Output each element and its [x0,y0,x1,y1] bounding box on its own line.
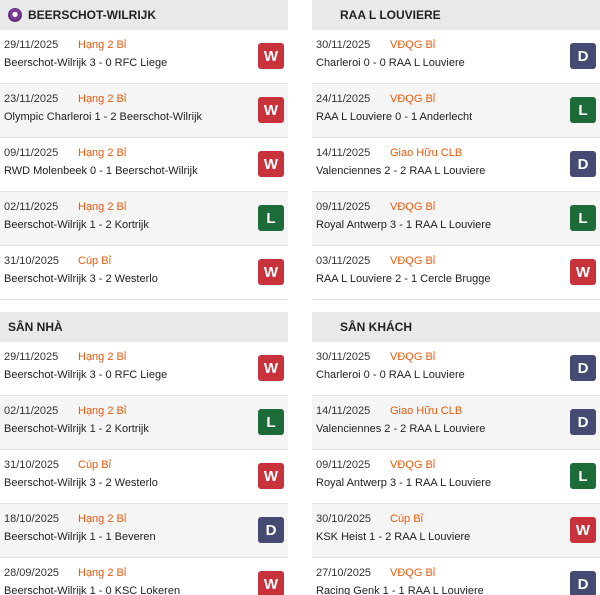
result-badge: W [570,517,596,543]
match-date: 09/11/2025 [316,459,371,471]
match-row[interactable] [0,138,288,192]
match-score: KSK Heist 1 - 2 RAA L Louviere [316,531,471,543]
home-venue-header [0,312,288,342]
match-score: Beerschot-Wilrijk 1 - 2 Kortrijk [4,219,149,231]
match-competition: Giao Hữu CLB [390,405,463,417]
away-venue-title: SÂN KHÁCH [340,320,412,334]
result-badge: W [258,151,284,177]
match-competition: Cúp Bỉ [78,459,112,471]
away-venue-header [312,312,600,342]
result-badge: W [258,463,284,489]
result-badge: L [570,463,596,489]
result-badge: L [570,205,596,231]
match-score: Olympic Charleroi 1 - 2 Beerschot-Wilrijk [4,111,203,123]
match-score: Beerschot-Wilrijk 3 - 0 RFC Liege [4,369,168,381]
match-score: RAA L Louviere 2 - 1 Cercle Brugge [316,273,491,285]
match-competition: VĐQG Bỉ [390,201,436,213]
match-row[interactable] [0,246,288,300]
match-date: 03/11/2025 [316,255,371,267]
match-row[interactable] [312,504,600,558]
match-date: 02/11/2025 [4,405,59,417]
match-row[interactable] [312,450,600,504]
match-competition: Hạng 2 Bỉ [78,93,127,105]
section-gap [0,300,288,312]
match-date: 29/11/2025 [4,351,59,363]
section-gap [312,300,600,312]
result-badge: L [258,409,284,435]
match-row[interactable] [312,192,600,246]
match-row[interactable] [0,396,288,450]
match-row[interactable] [312,30,600,84]
match-score: Charleroi 0 - 0 RAA L Louviere [316,57,465,69]
match-score: Beerschot-Wilrijk 1 - 1 Beveren [4,531,156,543]
match-competition: VĐQG Bỉ [390,255,436,267]
match-row[interactable] [0,504,288,558]
match-date: 23/11/2025 [4,93,59,105]
match-competition: Cúp Bỉ [390,513,424,525]
match-competition: VĐQG Bỉ [390,351,436,363]
match-competition: Hạng 2 Bỉ [78,567,127,579]
match-date: 14/11/2025 [316,147,371,159]
match-score: Beerschot-Wilrijk 3 - 2 Westerlo [4,273,158,285]
match-date: 31/10/2025 [4,255,60,267]
match-score: RWD Molenbeek 0 - 1 Beerschot-Wilrijk [4,165,198,177]
result-badge: D [570,571,596,595]
match-competition: VĐQG Bỉ [390,39,436,51]
match-date: 30/11/2025 [316,39,371,51]
away-team-header [312,0,600,30]
home-recent-list [0,30,288,312]
match-score: RAA L Louviere 0 - 1 Anderlecht [316,111,473,123]
home-team-name: BEERSCHOT-WILRIJK [28,8,157,22]
match-row[interactable] [0,450,288,504]
match-date: 18/10/2025 [4,513,60,525]
match-score: Royal Antwerp 3 - 1 RAA L Louviere [316,219,492,231]
match-competition: Hạng 2 Bỉ [78,147,127,159]
match-date: 29/11/2025 [4,39,59,51]
match-competition: VĐQG Bỉ [390,459,436,471]
match-date: 28/09/2025 [4,567,60,579]
match-competition: Hạng 2 Bỉ [78,201,127,213]
home-venue-list [0,342,288,595]
result-badge: D [570,355,596,381]
match-row[interactable] [312,558,600,595]
match-score: Valenciennes 2 - 2 RAA L Louviere [316,423,486,435]
result-badge: D [570,151,596,177]
match-score: Charleroi 0 - 0 RAA L Louviere [316,369,465,381]
match-date: 30/11/2025 [316,351,371,363]
match-score: Beerschot-Wilrijk 1 - 0 KSC Lokeren [4,585,181,595]
result-badge: W [258,259,284,285]
match-row[interactable] [0,30,288,84]
match-competition: Cúp Bỉ [78,255,112,267]
match-row[interactable] [0,84,288,138]
match-competition: VĐQG Bỉ [390,567,436,579]
match-score: Royal Antwerp 3 - 1 RAA L Louviere [316,477,492,489]
match-competition: Hạng 2 Bỉ [78,513,127,525]
result-badge: W [258,571,284,595]
match-competition: Giao Hữu CLB [390,147,463,159]
result-badge: W [570,259,596,285]
team-logo-icon [8,8,22,22]
match-date: 30/10/2025 [316,513,372,525]
result-badge: D [258,517,284,543]
match-row[interactable] [312,246,600,300]
result-badge: D [570,43,596,69]
away-recent-list [312,30,600,312]
home-team-column [0,0,288,595]
match-row[interactable] [312,342,600,396]
result-badge: W [258,43,284,69]
match-date: 14/11/2025 [316,405,371,417]
match-row[interactable] [0,558,288,595]
match-row[interactable] [0,192,288,246]
match-date: 09/11/2025 [4,147,59,159]
match-row[interactable] [0,342,288,396]
match-date: 09/11/2025 [316,201,371,213]
match-competition: Hạng 2 Bỉ [78,39,127,51]
home-venue-title: SÂN NHÀ [8,320,63,334]
away-team-column [312,0,600,595]
away-venue-list [312,342,600,595]
match-score: Valenciennes 2 - 2 RAA L Louviere [316,165,486,177]
match-date: 31/10/2025 [4,459,60,471]
match-date: 02/11/2025 [4,201,59,213]
result-badge: L [258,205,284,231]
match-row[interactable] [312,138,600,192]
match-score: Beerschot-Wilrijk 3 - 0 RFC Liege [4,57,168,69]
match-score: Beerschot-Wilrijk 1 - 2 Kortrijk [4,423,149,435]
home-team-header [0,0,288,30]
match-score: Beerschot-Wilrijk 3 - 2 Westerlo [4,477,158,489]
result-badge: L [570,97,596,123]
match-date: 27/10/2025 [316,567,372,579]
result-badge: D [570,409,596,435]
result-badge: W [258,97,284,123]
match-row[interactable] [312,396,600,450]
away-team-name: RAA L LOUVIERE [340,8,441,22]
result-badge: W [258,355,284,381]
match-score: Racing Genk 1 - 1 RAA L Louviere [316,585,484,595]
match-date: 24/11/2025 [316,93,371,105]
match-row[interactable] [312,84,600,138]
match-competition: Hạng 2 Bỉ [78,405,127,417]
match-competition: VĐQG Bỉ [390,93,436,105]
match-competition: Hạng 2 Bỉ [78,351,127,363]
